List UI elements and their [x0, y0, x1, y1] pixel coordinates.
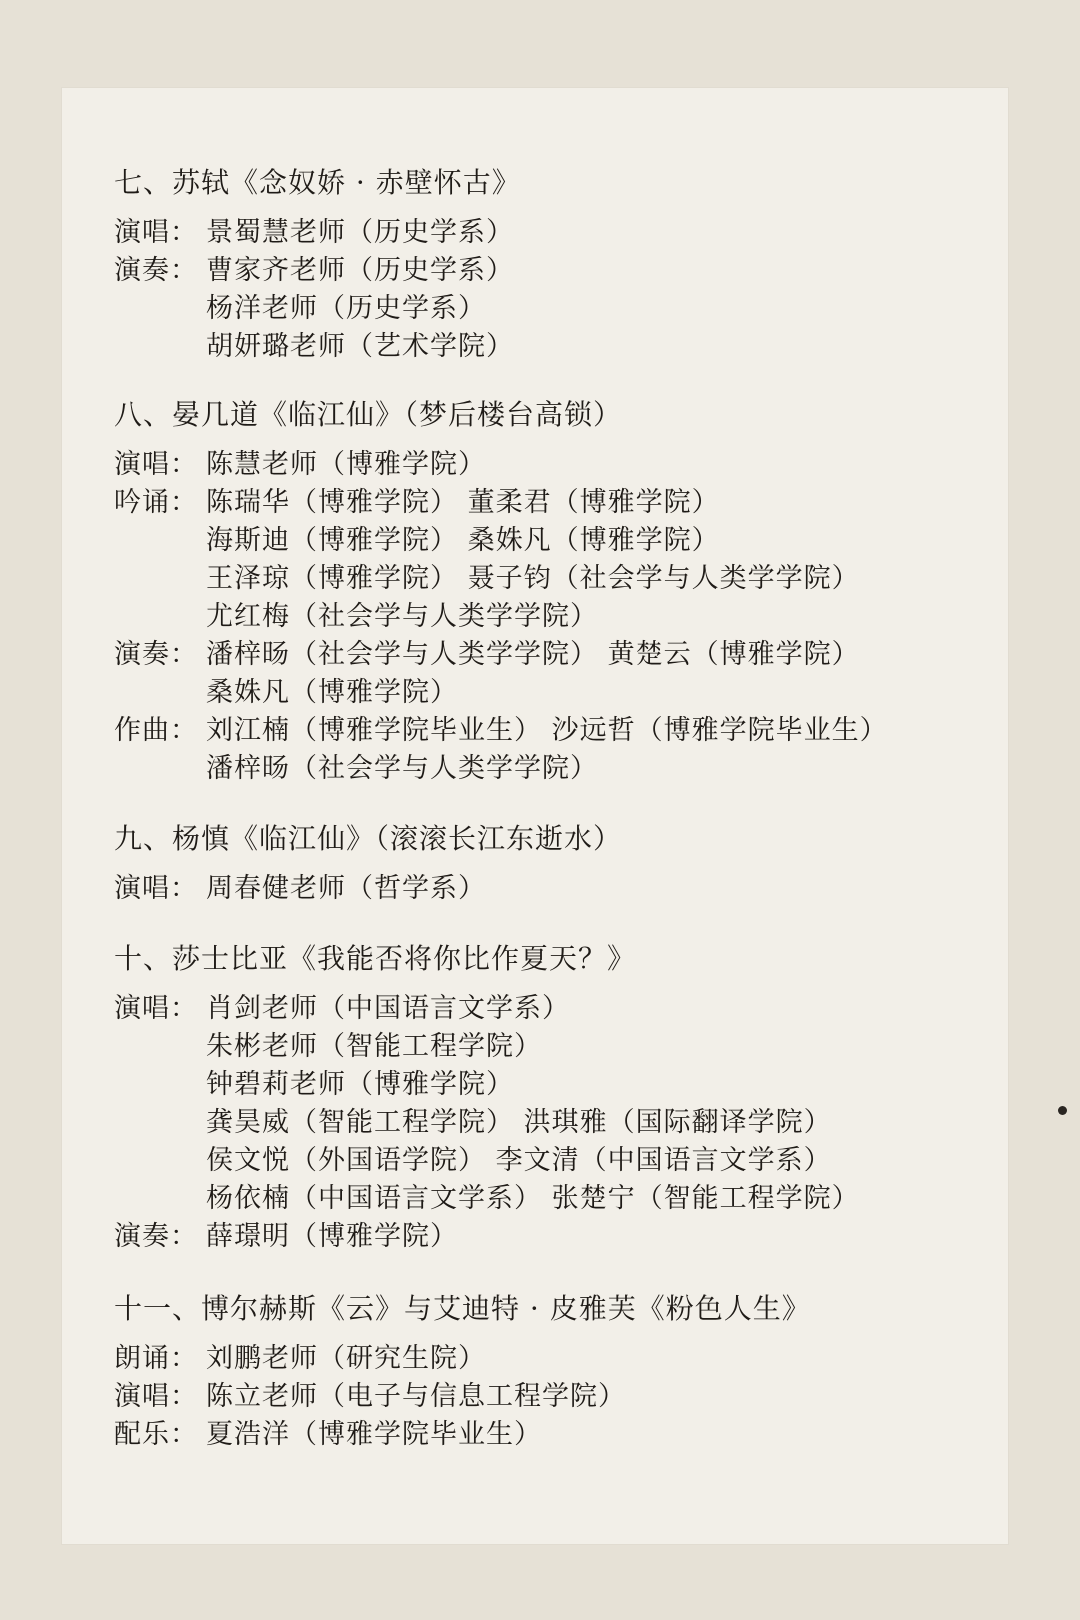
role-row: [114, 446, 994, 484]
background-speck: [1058, 1106, 1067, 1115]
program-title: 十、莎士比亚《我能否将你比作夏天？》: [114, 942, 637, 975]
program-item-8: [114, 396, 994, 788]
role-label: 吟诵：: [114, 487, 198, 518]
performer-line: 夏浩洋（博雅学院毕业生）: [206, 1419, 542, 1450]
performer-line: 尤红梅（社会学与人类学学院）: [206, 601, 598, 632]
role-label: 演奏：: [114, 255, 198, 286]
program-title: 七、苏轼《念奴娇 · 赤壁怀古》: [114, 166, 521, 199]
performer-line: 杨依楠（中国语言文学系） 张楚宁（智能工程学院）: [206, 1183, 860, 1214]
role-label: 演唱：: [114, 217, 198, 248]
role-row: [114, 870, 994, 908]
performer-line: 胡妍璐老师（艺术学院）: [206, 331, 514, 362]
role-row: [114, 1218, 994, 1256]
performer-line: 侯文悦（外国语学院） 李文清（中国语言文学系）: [206, 1145, 832, 1176]
role-row: [114, 1378, 994, 1416]
program-item-10: [114, 940, 994, 1256]
role-label: 演唱：: [114, 1381, 198, 1412]
performer-line: 潘梓旸（社会学与人类学学院）: [206, 753, 598, 784]
role-row: [114, 484, 994, 636]
performer-line: 朱彬老师（智能工程学院）: [206, 1031, 542, 1062]
performer-line: 杨洋老师（历史学系）: [206, 293, 486, 324]
performer-line: 龚昊威（智能工程学院） 洪琪雅（国际翻译学院）: [206, 1107, 832, 1138]
performer-line: 陈瑞华（博雅学院） 董柔君（博雅学院）: [206, 487, 720, 518]
performer-line: 海斯迪（博雅学院） 桑姝凡（博雅学院）: [206, 525, 720, 556]
program-title: 八、晏几道《临江仙》（梦后楼台高锁）: [114, 398, 623, 431]
performer-line: 刘江楠（博雅学院毕业生） 沙远哲（博雅学院毕业生）: [206, 715, 888, 746]
performer-line: 刘鹏老师（研究生院）: [206, 1343, 486, 1374]
performer-line: 曹家齐老师（历史学系）: [206, 255, 514, 286]
role-row: [114, 1416, 994, 1454]
program-item-11: [114, 1290, 994, 1454]
performer-line: 陈立老师（电子与信息工程学院）: [206, 1381, 626, 1412]
role-label: 演唱：: [114, 873, 198, 904]
program-item-7: [114, 164, 994, 366]
performer-line: 潘梓旸（社会学与人类学学院） 黄楚云（博雅学院）: [206, 639, 860, 670]
performer-line: 薛璟明（博雅学院）: [206, 1221, 458, 1252]
role-label: 配乐：: [114, 1419, 198, 1450]
role-row: [114, 712, 994, 788]
program-item-9: [114, 820, 994, 908]
role-label: 作曲：: [114, 715, 198, 746]
program-list: [114, 164, 994, 1454]
role-row: [114, 214, 994, 252]
performer-line: 肖剑老师（中国语言文学系）: [206, 993, 570, 1024]
program-title: 九、杨慎《临江仙》（滚滚长江东逝水）: [114, 822, 623, 855]
role-row: [114, 990, 994, 1218]
performer-line: 陈慧老师（博雅学院）: [206, 449, 486, 480]
performer-line: 钟碧莉老师（博雅学院）: [206, 1069, 514, 1100]
performer-line: 景蜀慧老师（历史学系）: [206, 217, 514, 248]
role-label: 演奏：: [114, 1221, 198, 1252]
role-label: 演唱：: [114, 449, 198, 480]
role-row: [114, 1340, 994, 1378]
role-label: 朗诵：: [114, 1343, 198, 1374]
program-title: 十一、博尔赫斯《云》与艾迪特 · 皮雅芙《粉色人生》: [114, 1292, 811, 1325]
performer-line: 桑姝凡（博雅学院）: [206, 677, 458, 708]
role-label: 演唱：: [114, 993, 198, 1024]
role-label: 演奏：: [114, 639, 198, 670]
performer-line: 周春健老师（哲学系）: [206, 873, 486, 904]
role-row: [114, 636, 994, 712]
performer-line: 王泽琼（博雅学院） 聂子钧（社会学与人类学学院）: [206, 563, 860, 594]
role-row: [114, 252, 994, 366]
